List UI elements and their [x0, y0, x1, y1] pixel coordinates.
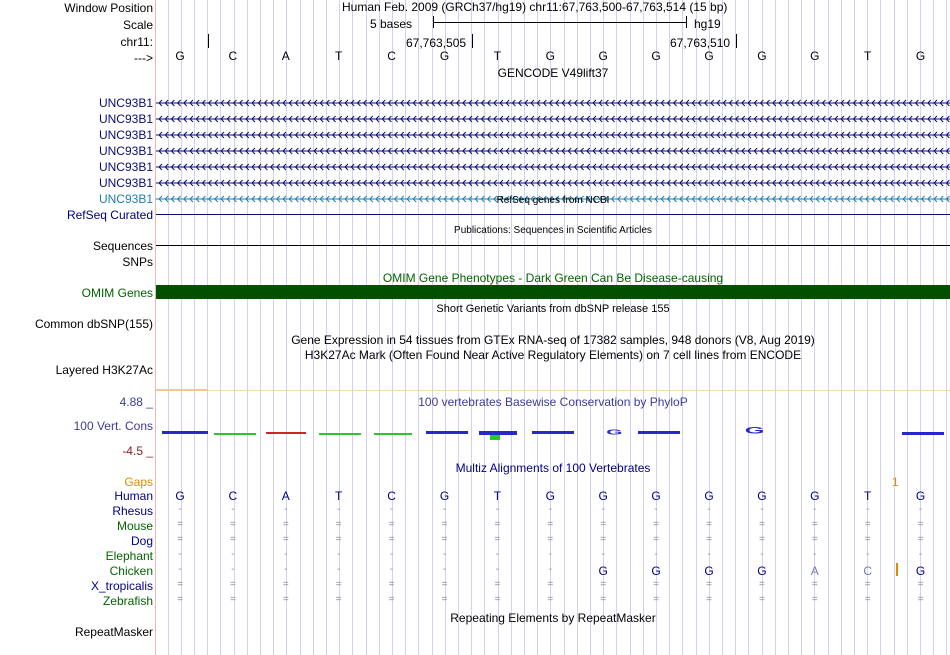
base-letter: T — [493, 49, 502, 63]
position-label-2: 67,763,510 — [670, 36, 731, 50]
alignment-base: = — [917, 594, 924, 605]
species-label[interactable]: Chicken — [109, 564, 153, 578]
publications-line[interactable] — [156, 245, 950, 246]
gencode-gene-label[interactable]: UNC93B1 — [98, 176, 153, 190]
alignment-base: = — [388, 579, 395, 590]
alignment-base: = — [441, 579, 448, 590]
alignment-base: G — [704, 564, 714, 578]
alignment-base: - — [707, 504, 711, 515]
chrom-tick — [208, 34, 209, 48]
alignment-base: = — [917, 579, 924, 590]
alignment-base: - — [548, 564, 552, 575]
alignment-base: - — [231, 504, 235, 515]
alignment-base: - — [495, 564, 500, 575]
base-letter: T — [864, 49, 872, 63]
alignment-base: - — [442, 549, 447, 560]
phylop-min-label: -4.5 _ — [122, 444, 153, 458]
alignment-base: = — [177, 519, 183, 530]
alignment-base: = — [864, 534, 871, 545]
alignment-base: = — [653, 534, 660, 545]
alignment-base: = — [177, 534, 183, 545]
alignment-base: = — [441, 594, 448, 605]
gencode-transcript[interactable] — [156, 98, 950, 108]
alignment-base: - — [178, 564, 182, 575]
alignment-base: C — [863, 564, 873, 578]
alignment-base: = — [547, 594, 554, 605]
base-letter: C — [387, 49, 396, 63]
species-label[interactable]: Human — [114, 489, 153, 503]
alignment-base: = — [547, 579, 554, 590]
alignment-base: T — [493, 489, 502, 503]
scale-value: 5 bases — [370, 17, 413, 31]
alignment-base: = — [441, 519, 448, 530]
alignment-base: = — [653, 579, 660, 590]
alignment-base: = — [547, 519, 554, 530]
alignment-base: - — [178, 504, 182, 515]
alignment-base: = — [706, 594, 712, 605]
gap-count: 1 — [892, 475, 899, 489]
alignment-base: = — [229, 594, 236, 605]
repeatmasker-label[interactable]: RepeatMasker — [74, 625, 153, 639]
alignment-base: - — [760, 549, 764, 560]
position-tick-2 — [736, 34, 737, 48]
alignment-base: G — [598, 489, 608, 503]
phylop-logo-track[interactable] — [156, 420, 950, 444]
scale-db: hg19 — [694, 17, 721, 31]
gencode-title[interactable]: GENCODE V49lift37 — [497, 66, 609, 80]
alignment-base: = — [864, 594, 871, 605]
scale-label: Scale — [122, 18, 153, 32]
position-tick-1 — [472, 34, 473, 48]
base-letter: G — [651, 49, 661, 63]
alignment-base: - — [918, 549, 923, 560]
base-letter: G — [757, 49, 767, 63]
alignment-base: G — [651, 489, 661, 503]
alignment-base: - — [654, 504, 658, 515]
base-letter: G — [598, 49, 608, 63]
alignment-base: = — [706, 579, 712, 590]
species-label[interactable]: Rhesus — [112, 504, 153, 518]
gencode-gene-label[interactable]: UNC93B1 — [98, 192, 153, 206]
base-letter: G — [545, 49, 555, 63]
alignment-base: - — [866, 549, 870, 560]
alignment-base: - — [389, 564, 394, 575]
alignment-base: - — [442, 504, 447, 515]
h3k27ac-label[interactable]: Layered H3K27Ac — [55, 363, 153, 377]
alignment-base: = — [282, 579, 289, 590]
refseq-gene-line[interactable] — [156, 214, 950, 215]
chrom-label: chr11: — [120, 35, 153, 49]
gtex-title[interactable]: Gene Expression in 54 tissues from GTEx RNA-seq of 17382 samples, 948 donors (V8, Aug 2019) — [291, 333, 815, 347]
alignment-base: = — [494, 534, 501, 545]
alignment-base: - — [337, 549, 341, 560]
position-label-1: 67,763,505 — [406, 36, 467, 50]
alignment-base: = — [758, 519, 765, 530]
phylop-title[interactable]: 100 vertebrates Basewise Conservation by PhyloP — [418, 395, 688, 409]
alignment-base: - — [654, 549, 658, 560]
publications-label[interactable]: Sequences — [92, 239, 153, 253]
alignment-base: - — [760, 504, 764, 515]
alignment-base: G — [704, 489, 714, 503]
h3k27ac-signal — [156, 389, 208, 391]
alignment-base: = — [706, 519, 712, 530]
alignment-base: - — [813, 549, 817, 560]
alignment-base: = — [811, 519, 818, 530]
alignment-base: = — [653, 594, 660, 605]
alignment-base: = — [282, 519, 289, 530]
alignment-base: G — [915, 564, 926, 578]
assembly-info: Human Feb. 2009 (GRCh37/hg19) chr11:67,763,500-67,763,514 (15 bp) — [342, 0, 728, 14]
alignment-base: = — [600, 579, 607, 590]
alignment-base: = — [335, 594, 342, 605]
species-label[interactable]: Elephant — [105, 549, 153, 563]
alignment-base: = — [811, 579, 818, 590]
dbsnp-title[interactable]: Short Genetic Variants from dbSNP release 155 — [436, 303, 670, 315]
snps-label[interactable]: SNPs — [122, 255, 153, 269]
alignment-base: = — [547, 534, 554, 545]
alignment-base: - — [284, 504, 288, 515]
alignment-base: - — [231, 549, 235, 560]
window-position-label: Window Position — [64, 1, 153, 15]
repeatmasker-title[interactable]: Repeating Elements by RepeatMasker — [450, 611, 656, 625]
alignment-base: - — [442, 564, 447, 575]
gencode-gene-label[interactable]: UNC93B1 — [98, 128, 153, 142]
h3k27ac-title[interactable]: H3K27Ac Mark (Often Found Near Active Regulatory Elements) on 7 cell lines from ENCODE — [304, 348, 802, 362]
alignment-base: = — [917, 519, 924, 530]
refseq-label[interactable]: RefSeq Curated — [66, 208, 153, 222]
alignment-base: = — [600, 519, 607, 530]
alignment-base: G — [439, 489, 450, 503]
omim-label[interactable]: OMIM Genes — [81, 286, 153, 300]
alignment-base: = — [388, 594, 395, 605]
gaps-label[interactable]: Gaps — [124, 475, 153, 489]
alignment-base: = — [864, 519, 871, 530]
alignment-base: = — [388, 534, 395, 545]
alignment-base: - — [866, 504, 870, 515]
publications-title[interactable]: Publications: Sequences in Scientific Articles — [454, 225, 652, 236]
alignment-base: = — [282, 534, 289, 545]
alignment-base: - — [284, 549, 288, 560]
alignment-base: G — [651, 564, 661, 578]
gencode-gene-label[interactable]: UNC93B1 — [98, 112, 153, 126]
gencode-transcript[interactable] — [156, 146, 950, 156]
alignment-base: = — [229, 534, 236, 545]
alignment-base: - — [918, 504, 923, 515]
gencode-gene-label[interactable]: UNC93B1 — [98, 160, 153, 174]
alignment-base: - — [389, 504, 394, 515]
refseq-title[interactable]: RefSeq genes from NCBI — [496, 195, 610, 206]
alignment-base: = — [229, 579, 236, 590]
alignment-base: = — [388, 519, 395, 530]
alignment-base: T — [335, 489, 343, 503]
alignment-base: = — [335, 519, 342, 530]
svg-text:G: G — [744, 425, 765, 437]
gencode-transcript[interactable] — [156, 162, 950, 172]
base-letter: G — [810, 49, 820, 63]
base-letter: T — [335, 49, 343, 63]
dbsnp-label[interactable]: Common dbSNP(155) — [34, 317, 153, 331]
species-label[interactable]: Dog — [130, 534, 153, 548]
alignment-base: = — [600, 534, 607, 545]
alignment-base: - — [231, 564, 235, 575]
alignment-base: = — [758, 534, 765, 545]
base-letter: G — [704, 49, 714, 63]
base-letter: G — [439, 49, 450, 63]
alignment-base: = — [864, 579, 871, 590]
h3k27ac-baseline — [156, 390, 950, 391]
species-label[interactable]: X_tropicalis — [90, 579, 153, 593]
alignment-base: A — [281, 489, 290, 503]
alignment-base: - — [548, 504, 552, 515]
alignment-base: = — [758, 594, 765, 605]
alignment-base: = — [177, 594, 183, 605]
alignment-base: = — [600, 594, 607, 605]
alignment-base: = — [811, 534, 818, 545]
alignment-base: = — [758, 579, 765, 590]
alignment-base: - — [601, 504, 605, 515]
alignment-base: C — [387, 489, 396, 503]
alignment-base: - — [337, 504, 341, 515]
alignment-base: = — [282, 594, 289, 605]
alignment-base: = — [177, 579, 183, 590]
base-letter: C — [228, 49, 238, 63]
alignment-base: = — [335, 579, 342, 590]
alignment-base: - — [495, 504, 500, 515]
alignment-base: = — [494, 579, 501, 590]
multiz-title[interactable]: Multiz Alignments of 100 Vertebrates — [455, 461, 651, 475]
alignment-base: - — [813, 504, 817, 515]
alignment-base: G — [598, 564, 608, 578]
alignment-base: T — [864, 489, 872, 503]
base-letter: G — [175, 49, 185, 63]
alignment-base: = — [811, 594, 818, 605]
base-letter: A — [281, 49, 290, 63]
alignment-base: G — [757, 564, 767, 578]
species-label[interactable]: Mouse — [116, 519, 153, 533]
alignment-base: = — [494, 519, 501, 530]
strand-label: ---> — [134, 51, 153, 65]
phylop-label[interactable]: 100 Vert. Cons — [73, 419, 153, 433]
alignment-base: - — [337, 564, 341, 575]
chicken-insertion-tick — [896, 563, 898, 576]
phylop-max-label: 4.88 _ — [119, 395, 153, 409]
gencode-transcript[interactable] — [156, 130, 950, 140]
alignment-base: = — [706, 534, 712, 545]
alignment-base: G — [175, 489, 185, 503]
svg-text:G: G — [606, 428, 623, 437]
alignment-base: = — [335, 534, 342, 545]
alignment-base: - — [495, 549, 500, 560]
gencode-gene-label[interactable]: UNC93B1 — [98, 144, 153, 158]
alignment-base: G — [757, 489, 767, 503]
alignment-base: = — [653, 519, 660, 530]
alignment-base: = — [229, 519, 236, 530]
alignment-base: = — [917, 534, 924, 545]
alignment-base: - — [284, 564, 288, 575]
gencode-transcript[interactable] — [156, 114, 950, 124]
species-label[interactable]: Zebrafish — [102, 594, 153, 608]
gencode-transcript[interactable] — [156, 178, 950, 188]
alignment-base: - — [389, 549, 394, 560]
omim-gene-bar[interactable] — [156, 285, 950, 299]
alignment-base: G — [810, 489, 820, 503]
alignment-base: G — [915, 489, 926, 503]
alignment-base: = — [441, 534, 448, 545]
scale-bar — [433, 16, 687, 28]
alignment-base: C — [228, 489, 238, 503]
alignment-base: - — [548, 549, 552, 560]
alignment-base: - — [178, 549, 182, 560]
alignment-base: - — [601, 549, 605, 560]
alignment-base: A — [810, 564, 819, 578]
alignment-base: G — [545, 489, 555, 503]
omim-title[interactable]: OMIM Gene Phenotypes - Dark Green Can Be Disease-causing — [382, 271, 724, 285]
alignment-base: = — [494, 594, 501, 605]
gencode-gene-label[interactable]: UNC93B1 — [98, 96, 153, 110]
alignment-base: - — [707, 549, 711, 560]
base-letter: G — [915, 49, 926, 63]
